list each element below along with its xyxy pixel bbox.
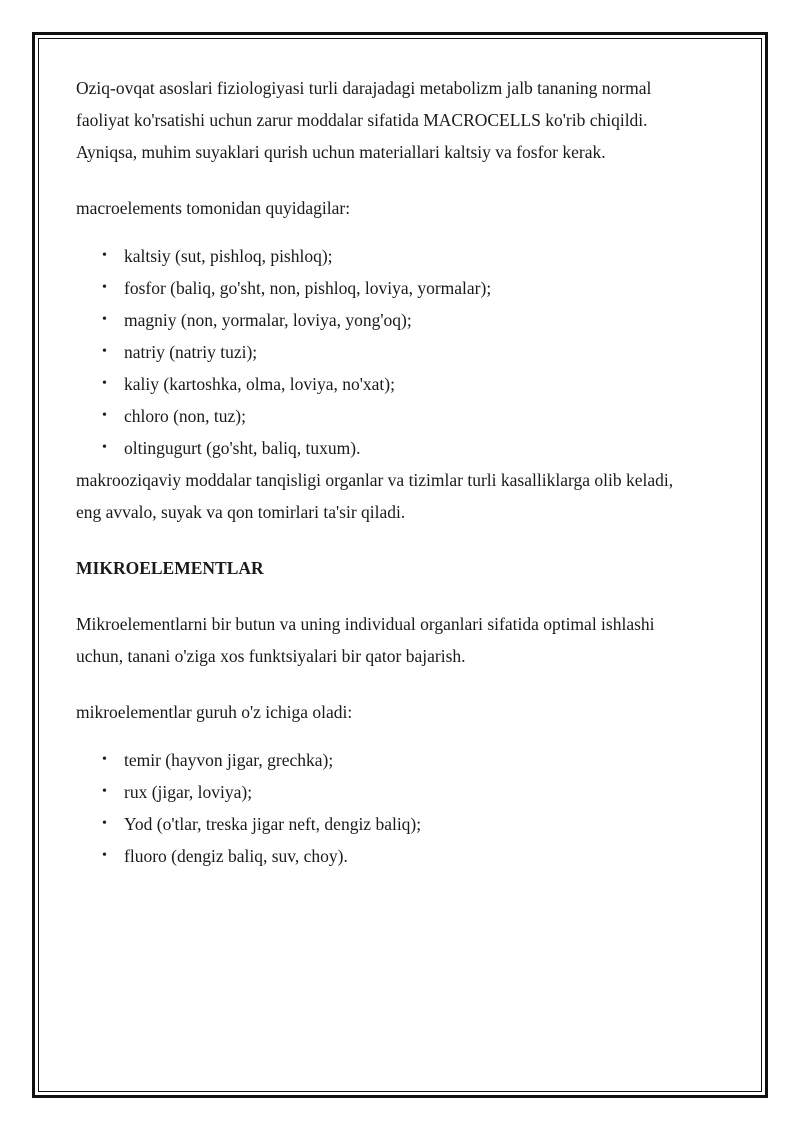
deficiency-line: makrooziqaviy moddalar tanqisligi organlar va tizimlar turli kasalliklarga olib keladi, [76,470,674,490]
list-item-text: oltingugurt (go'sht, baliq, tuxum). [124,438,361,458]
bullet-icon: • [102,280,107,295]
deficiency-line: eng avvalo, suyak va qon tomirlari ta'sir qiladi. [76,502,406,522]
list-item-text: kaltsiy (sut, pishloq, pishloq); [124,246,333,266]
micro-description-line: Mikroelementlarni bir butun va uning individual organlari sifatida optimal ishlashi [76,614,655,634]
bullet-icon: • [102,248,107,263]
micro-intro-text: mikroelementlar guruh o'z ichiga oladi: [76,702,353,722]
list-item-text: rux (jigar, loviya); [124,782,253,802]
macro-intro-paragraph [76,192,736,224]
list-item-text: temir (hayvon jigar, grechka); [124,750,334,770]
list-item-text: kaliy (kartoshka, olma, loviya, no'xat); [124,374,395,394]
list-item [76,368,736,400]
list-item [76,840,736,872]
list-item-text: Yod (o'tlar, treska jigar neft, dengiz baliq); [124,814,422,834]
list-item-text: natriy (natriy tuzi); [124,342,258,362]
list-item-text: magniy (non, yormalar, loviya, yong'oq); [124,310,412,330]
micro-description-paragraph [76,608,736,672]
intro-line: Oziq-ovqat asoslari fiziologiyasi turli darajadagi metabolizm jalb tananing normal [76,78,652,98]
document-body [76,72,736,872]
list-item [76,400,736,432]
bullet-icon: • [102,312,107,327]
bullet-icon: • [102,376,107,391]
macro-intro-text: macroelements tomonidan quyidagilar: [76,198,351,218]
macro-deficiency-paragraph [76,464,736,528]
list-item-text: fosfor (baliq, go'sht, non, pishloq, loviya, yormalar); [124,278,492,298]
micro-list [76,744,736,872]
list-item-text: chloro (non, tuz); [124,406,246,426]
intro-paragraph [76,72,736,168]
intro-line: faoliyat ko'rsatishi uchun zarur moddalar sifatida MACROCELLS ko'rib chiqildi. [76,110,648,130]
list-item [76,432,736,464]
bullet-icon: • [102,752,107,767]
list-item [76,240,736,272]
macro-list-wrap [76,240,736,464]
bullet-icon: • [102,344,107,359]
bullet-icon: • [102,816,107,831]
bullet-icon: • [102,784,107,799]
section-heading-micro: MIKROELEMENTLAR [76,558,264,578]
list-item [76,776,736,808]
micro-description-line: uchun, tanani o'ziga xos funktsiyalari bir qator bajarish. [76,646,466,666]
list-item [76,304,736,336]
list-item-text: fluoro (dengiz baliq, suv, choy). [124,846,348,866]
intro-line: Ayniqsa, muhim suyaklari qurish uchun materiallari kaltsiy va fosfor kerak. [76,142,606,162]
list-item [76,808,736,840]
bullet-icon: • [102,440,107,455]
bullet-icon: • [102,848,107,863]
macro-list [76,240,736,464]
list-item [76,336,736,368]
list-item [76,272,736,304]
micro-intro-paragraph [76,696,736,728]
bullet-icon: • [102,408,107,423]
list-item [76,744,736,776]
micro-list-wrap [76,744,736,872]
